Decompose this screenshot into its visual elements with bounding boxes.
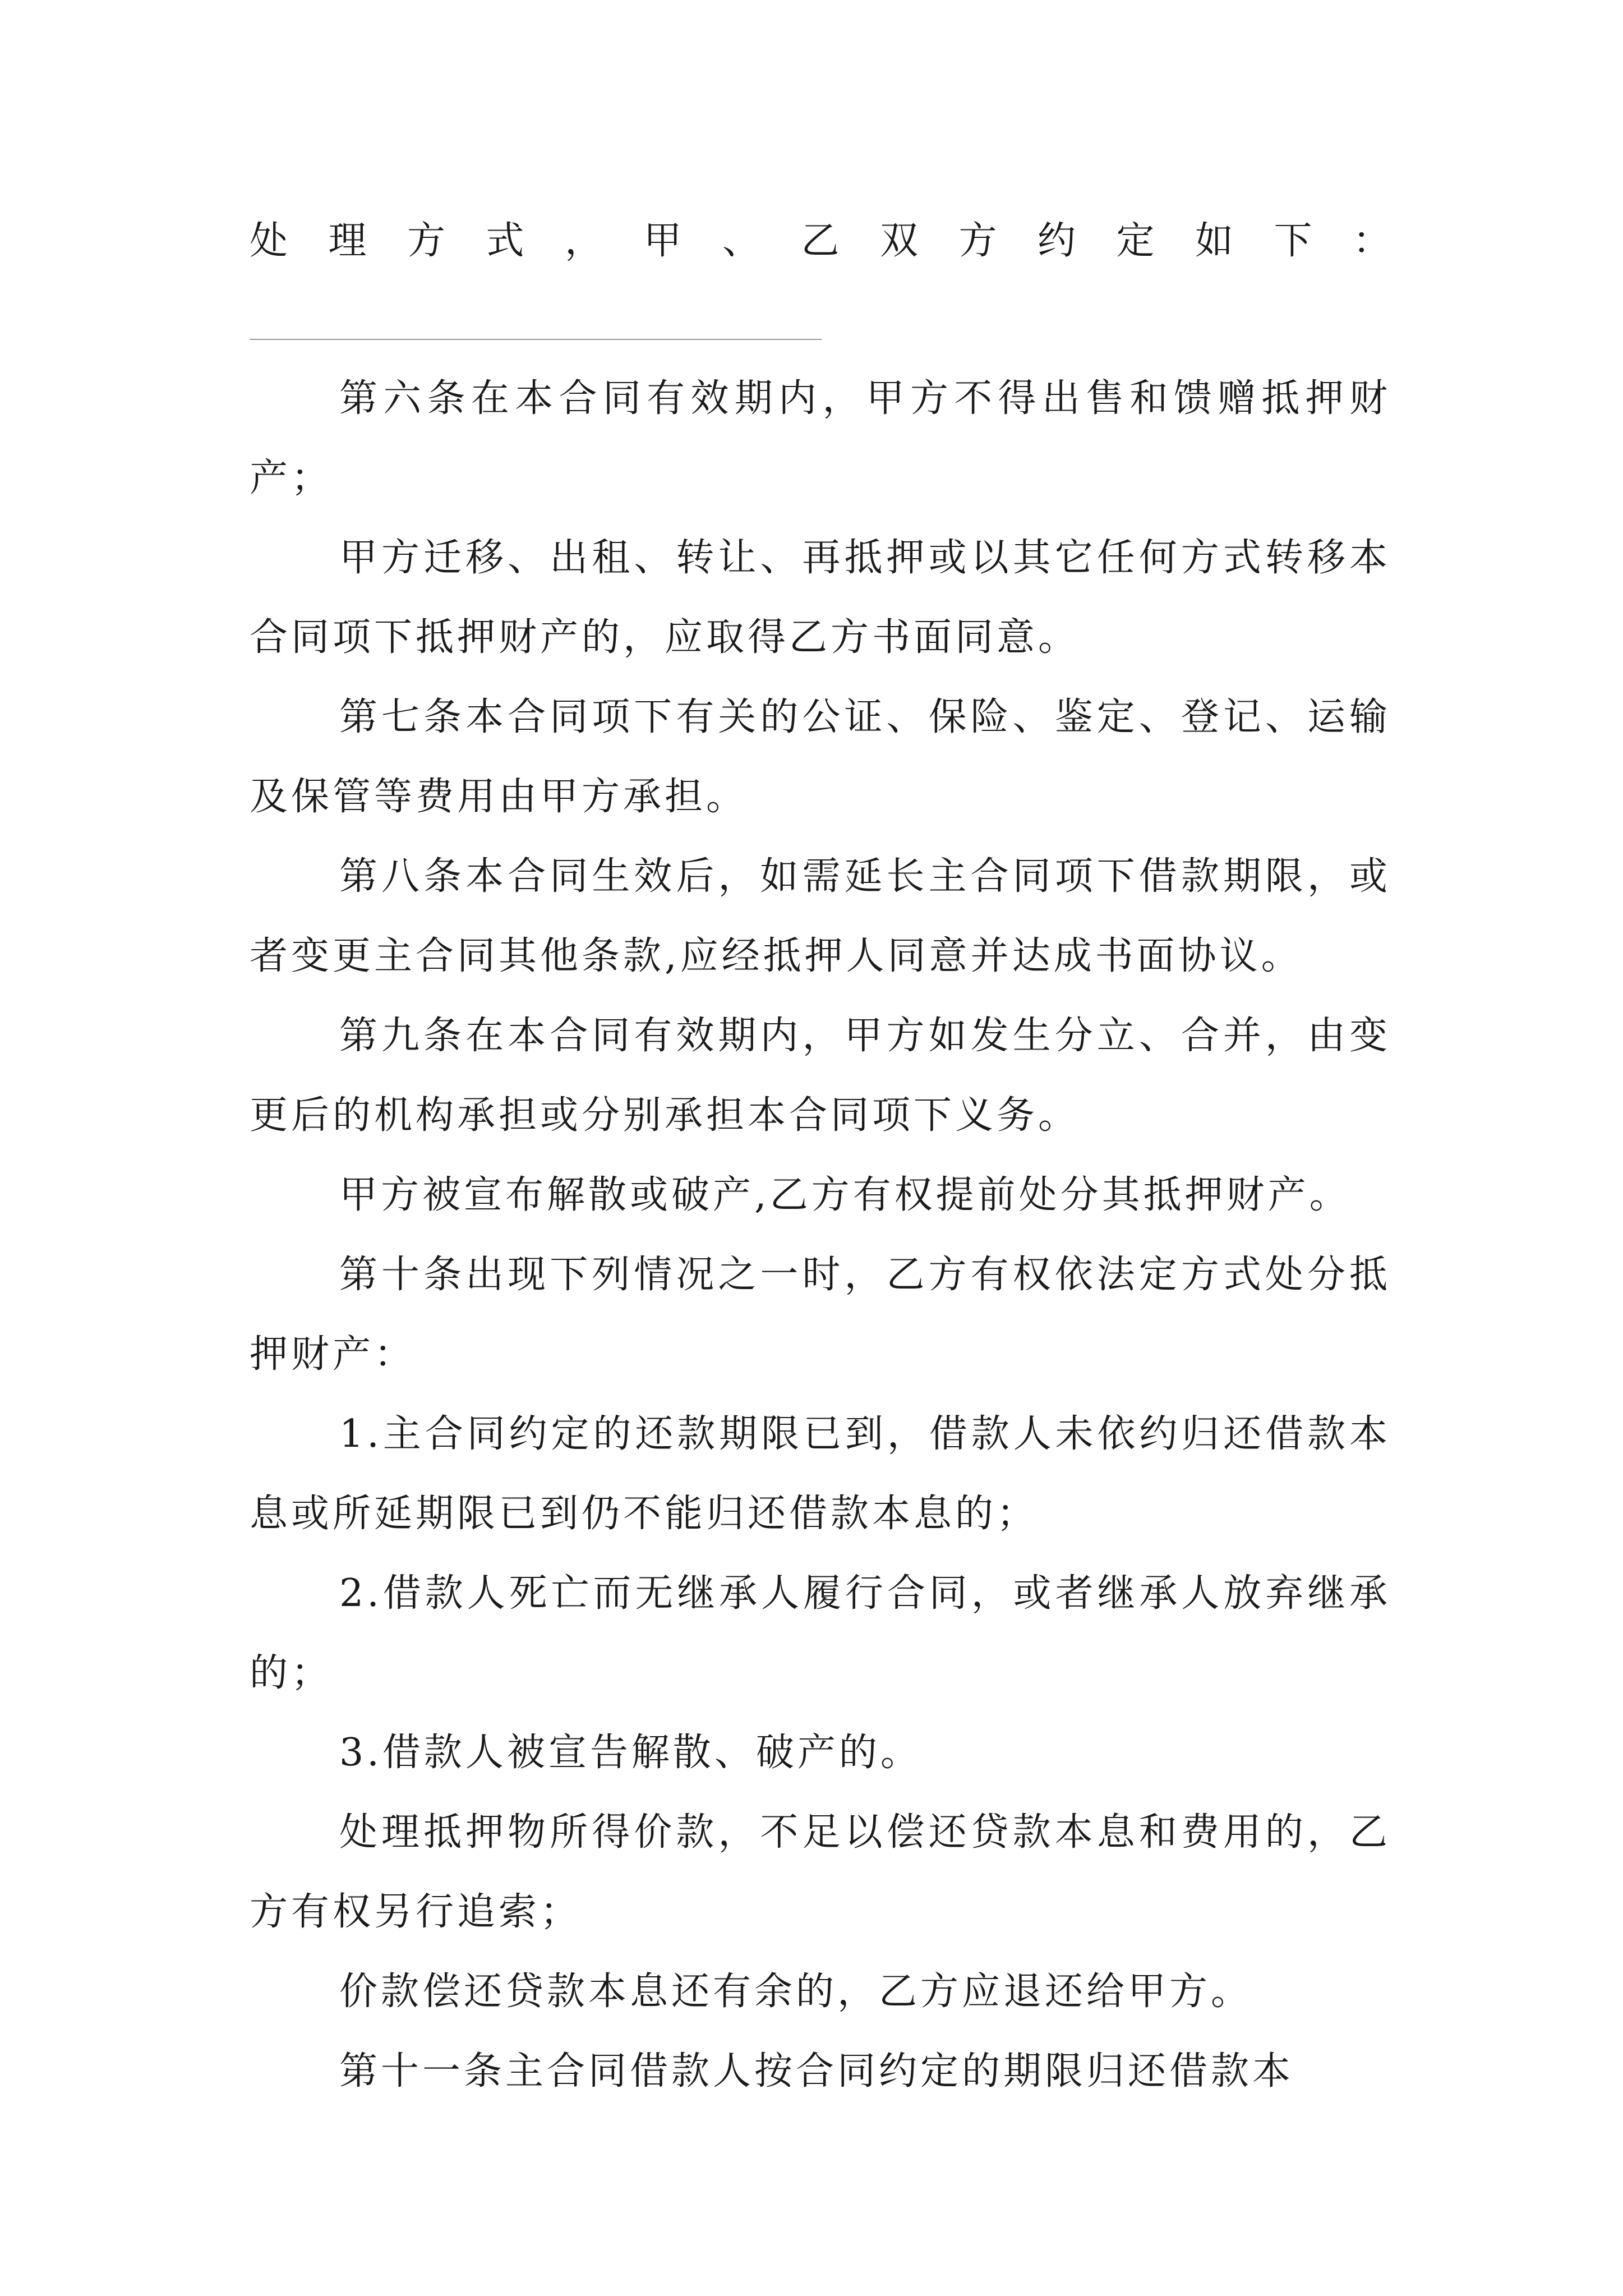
heading-char: 处 (250, 219, 288, 263)
clause-paragraph: 第十一条主合同借款人按合同约定的期限归还借款本 (339, 2049, 1294, 2093)
heading-char: 、 (722, 219, 761, 263)
clause-paragraph: 第六条在本合同有效期内，甲方不得出售和馈赠抵押财产； (250, 376, 1391, 500)
clause-paragraph: 第九条在本合同有效期内，甲方如发生分立、合并，由变更后的机构承担或分别承担本合同项下义务。 (250, 1014, 1391, 1138)
heading-char: 定 (1116, 219, 1155, 263)
list-item: 1.主合同约定的还款期限已到，借款人未依约归还借款本息或所延期限已到仍不能归还借款本息的； (250, 1412, 1391, 1536)
clause-paragraph: 甲方被宣布解散或破产,乙方有权提前处分其抵押财产。 (339, 1173, 1351, 1217)
heading-char: ： (1353, 219, 1391, 263)
heading-char: 方 (958, 219, 997, 263)
clause-paragraph: 第十条出现下列情况之一时，乙方有权依法定方式处分抵押财产： (250, 1253, 1391, 1377)
fill-in-blank-line (250, 339, 822, 340)
heading-char: 理 (328, 219, 367, 263)
clause-paragraph: 第八条本合同生效后，如需延长主合同项下借款期限，或者变更主合同其他条款,应经抵押人同意并达成书面协议。 (250, 854, 1391, 978)
clause-paragraph: 第七条本合同项下有关的公证、保险、鉴定、登记、运输及保管等费用由甲方承担。 (250, 695, 1391, 819)
heading-char: 甲 (643, 219, 682, 263)
list-item: 3.借款人被宣告解散、破产的。 (339, 1731, 922, 1775)
heading-char: 约 (1038, 219, 1076, 263)
heading-char: 式 (486, 219, 524, 263)
clause-paragraph: 处理抵押物所得价款，不足以偿还贷款本息和费用的，乙方有权另行追索； (250, 1810, 1391, 1934)
clause-paragraph: 甲方迁移、出租、转让、再抵押或以其它任何方式转移本合同项下抵押财产的，应取得乙方书面同意。 (250, 536, 1391, 660)
list-item: 2.借款人死亡而无继承人履行合同，或者继承人放弃继承的； (250, 1571, 1391, 1695)
heading-char: 下 (1274, 219, 1312, 263)
heading-char: 方 (407, 219, 446, 263)
heading-char: 乙 (801, 219, 840, 263)
disposal-method-heading (250, 208, 1391, 275)
heading-char: ， (565, 219, 603, 263)
contract-body (250, 359, 1391, 2111)
heading-char: 如 (1195, 219, 1234, 263)
heading-char: 双 (880, 219, 919, 263)
clause-paragraph: 价款偿还贷款本息还有余的，乙方应退还给甲方。 (339, 1970, 1253, 2014)
